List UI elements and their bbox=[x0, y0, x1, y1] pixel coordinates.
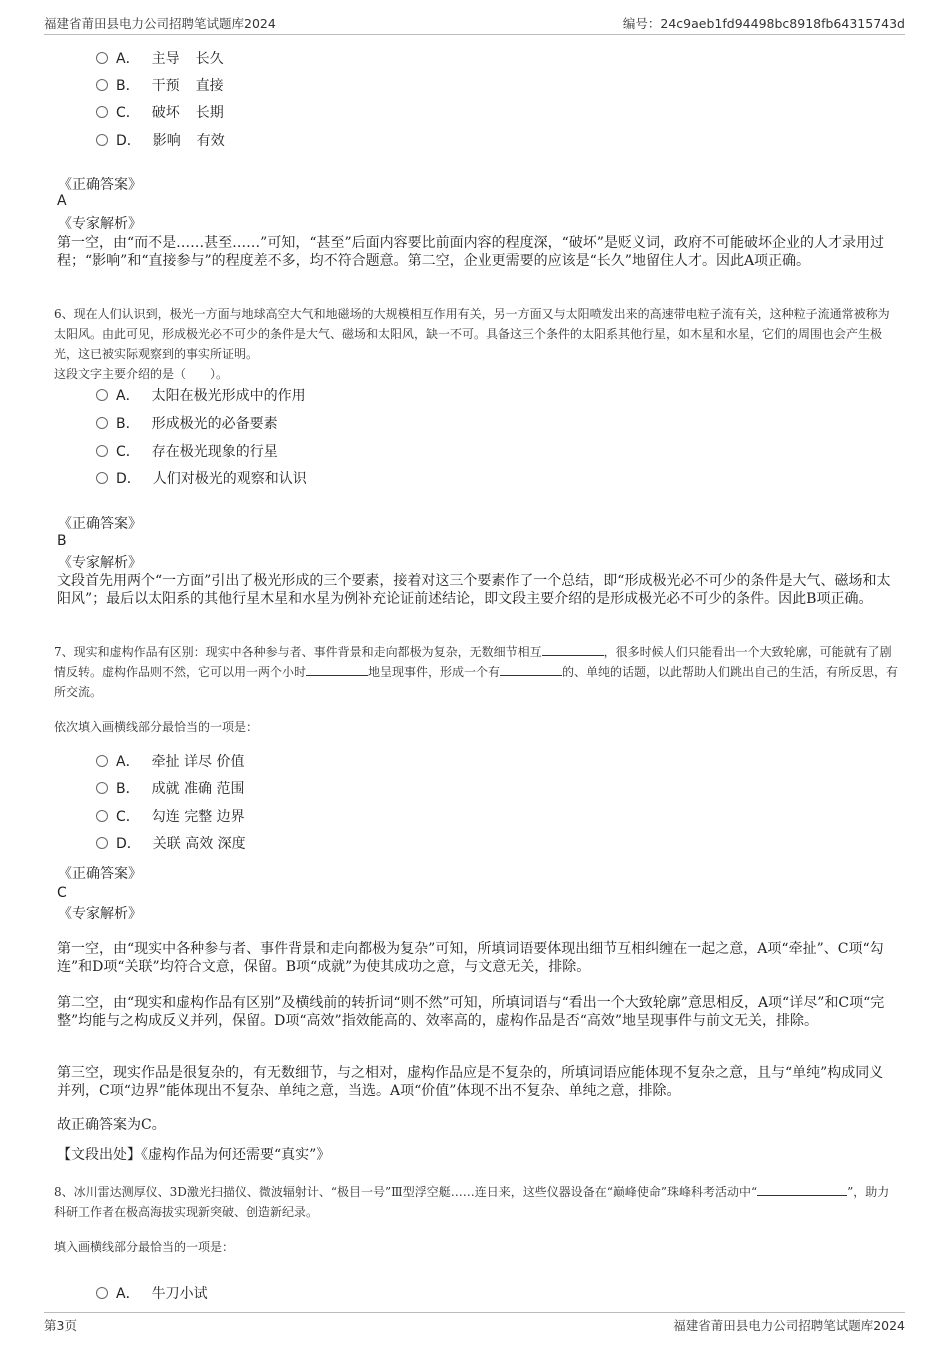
q6-prompt: 这段文字主要介绍的是（ ）。 bbox=[54, 367, 229, 381]
q5-answer: A bbox=[57, 193, 67, 209]
radio-icon[interactable] bbox=[96, 52, 108, 64]
fill-blank[interactable] bbox=[500, 663, 562, 676]
q7-stem: 7、现实和虚构作品有区别：现实中各种参与者、事件背景和走向都极为复杂，无数细节相互 ，很多时候人们只能看出一个大致轮廓，可能就有了剧情反转。虚构作品则不然，它可以用一两个小时 地呈现事件，形成一个有 的、单纯的话题，以此帮助人们跳出自己的生活，有所反思，有所交流。 bbox=[54, 645, 899, 699]
q7-option-a[interactable]: A． 牵扯 详尽 价值 bbox=[96, 751, 244, 773]
fill-blank[interactable] bbox=[306, 663, 368, 676]
q5-answer-label: 《正确答案》 bbox=[58, 177, 142, 193]
q5-analysis: 第一空，由“而不是……甚至……”可知，“甚至”后面内容要比前面内容的程度深，“破坏”是贬义词，政府不可能破坏企业的人才录用过程；“影响”和“直接参与”的程度差不多，均不符合题意。第二空，企业更需要的应该是“长久”地留住人才。因此A项正确。 bbox=[57, 235, 884, 269]
radio-icon[interactable] bbox=[96, 837, 108, 849]
q7-answer-label: 《正确答案》 bbox=[58, 866, 142, 882]
q6-option-d[interactable]: D． 人们对极光的观察和认识 bbox=[96, 468, 307, 490]
radio-icon[interactable] bbox=[96, 755, 108, 767]
radio-icon[interactable] bbox=[96, 810, 108, 822]
document-id: 编号：24c9aeb1fd94498bc8918fb64315743d bbox=[622, 16, 905, 31]
q7-option-b[interactable]: B． 成就 准确 范围 bbox=[96, 778, 245, 800]
q5-option-b[interactable]: B． 干预 直接 bbox=[96, 75, 224, 97]
q8-option-a[interactable]: A． 牛刀小试 bbox=[96, 1283, 208, 1305]
q6-option-a[interactable]: A． 太阳在极光形成中的作用 bbox=[96, 385, 306, 407]
q6-answer: B bbox=[57, 533, 67, 549]
footer-title: 福建省莆田县电力公司招聘笔试题库2024 bbox=[673, 1318, 905, 1333]
radio-icon[interactable] bbox=[96, 445, 108, 457]
fill-blank[interactable] bbox=[757, 1183, 847, 1196]
q7-analysis-1: 第一空，由“现实中各种参与者、事件背景和走向都极为复杂”可知，所填词语要体现出细节互相纠缠在一起之意，A项“牵扯”、C项“勾连”和D项“关联”均符合文意，保留。B项“成就”为使其成功之意，与文意无关，排除。 bbox=[57, 941, 884, 975]
page-header bbox=[44, 14, 905, 35]
q7-analysis-2: 第二空，由“现实和虚构作品有区别”及横线前的转折词“则不然”可知，所填词语与“看出一个大致轮廓”意思相反，A项“详尽”和C项“完整”均能与之构成反义并列，保留。D项“高效”指效能高的、效率高的，虚构作品是否“高效”地呈现事件与前文无关，排除。 bbox=[57, 995, 885, 1029]
q5-option-a[interactable]: A． 主导 长久 bbox=[96, 48, 224, 70]
q7-option-d[interactable]: D． 关联 高效 深度 bbox=[96, 833, 246, 855]
fill-blank[interactable] bbox=[542, 643, 604, 656]
radio-icon[interactable] bbox=[96, 472, 108, 484]
q6-answer-label: 《正确答案》 bbox=[58, 516, 142, 532]
header-title: 福建省莆田县电力公司招聘笔试题库2024 bbox=[44, 16, 276, 31]
radio-icon[interactable] bbox=[96, 106, 108, 118]
q5-option-c[interactable]: C． 破坏 长期 bbox=[96, 102, 224, 124]
q6-analysis: 文段首先用两个“一方面”引出了极光形成的三个要素，接着对这三个要素作了一个总结，即“形成极光必不可少的条件是大气、磁场和太阳风”；最后以太阳系的其他行星木星和水星为例补充论证前述结论，即文段主要介绍的是形成极光必不可少的条件。因此B项正确。 bbox=[57, 573, 891, 607]
q7-answer: C bbox=[57, 885, 67, 901]
q5-analysis-label: 《专家解析》 bbox=[58, 216, 142, 232]
q6-option-b[interactable]: B． 形成极光的必备要素 bbox=[96, 413, 278, 435]
radio-icon[interactable] bbox=[96, 1287, 108, 1299]
q8-prompt: 填入画横线部分最恰当的一项是： bbox=[54, 1240, 235, 1254]
page-footer bbox=[44, 1312, 905, 1333]
radio-icon[interactable] bbox=[96, 782, 108, 794]
q6-option-c[interactable]: C． 存在极光现象的行星 bbox=[96, 441, 278, 463]
q7-analysis-4: 故正确答案为C。 bbox=[57, 1117, 166, 1133]
q7-source: 【文段出处】《虚构作品为何还需要“真实”》 bbox=[57, 1147, 331, 1163]
radio-icon[interactable] bbox=[96, 134, 108, 146]
q7-option-c[interactable]: C． 勾连 完整 边界 bbox=[96, 806, 245, 828]
q6-stem: 6、现在人们认识到，极光一方面与地球高空大气和地磁场的大规模相互作用有关，另一方面又与太阳喷发出来的高速带电粒子流有关，这种粒子流通常被称为太阳风。由此可见，形成极光必不可少的条件是大气、磁场和太阳风，缺一不可。具备这三个条件的太阳系其他行星，如木星和水星，它们的周围也会产生极光，这已被实际观察到的事实所证明。 bbox=[54, 307, 890, 361]
q8-stem: 8、冰川雷达测厚仪、3D激光扫描仪、微波辐射计、“极目一号”Ⅲ型浮空艇……连日来，这些仪器设备在“巅峰使命”珠峰科考活动中“ ”，助力科研工作者在极高海拔实现新突破、创造新纪录。 bbox=[54, 1185, 890, 1219]
radio-icon[interactable] bbox=[96, 79, 108, 91]
q6-analysis-label: 《专家解析》 bbox=[58, 555, 142, 571]
page-number: 第3页 bbox=[44, 1318, 77, 1333]
q7-prompt: 依次填入画横线部分最恰当的一项是： bbox=[54, 720, 259, 734]
q5-option-d[interactable]: D． 影响 有效 bbox=[96, 130, 225, 152]
radio-icon[interactable] bbox=[96, 417, 108, 429]
q7-analysis-3: 第三空，现实作品是很复杂的，有无数细节，与之相对，虚构作品应是不复杂的，所填词语应能体现不复杂之意，且与“单纯”构成同义并列，C项“边界”能体现出不复杂、单纯之意，当选。A项“价值”体现不出不复杂、单纯之意，排除。 bbox=[57, 1065, 884, 1099]
q7-analysis-label: 《专家解析》 bbox=[58, 906, 142, 922]
radio-icon[interactable] bbox=[96, 389, 108, 401]
